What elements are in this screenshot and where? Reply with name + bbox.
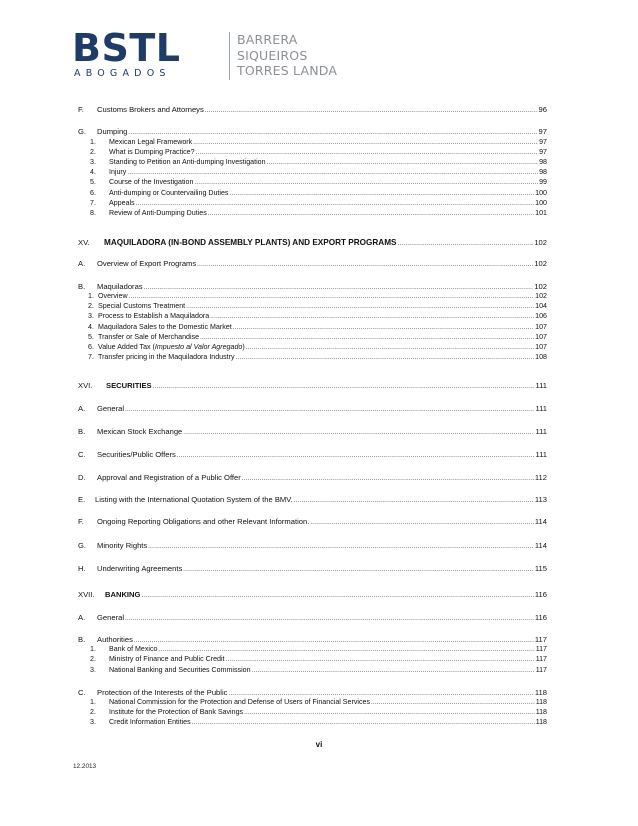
toc-entry-title-text: Mexican Legal Framework xyxy=(109,138,193,146)
toc-entry-number: D. xyxy=(78,473,86,482)
toc-entry-page: 98 xyxy=(539,168,547,176)
toc-entry-number: XV. xyxy=(78,238,90,247)
toc-entry-title-text: Standing to Petition an Anti-dumping Investigation xyxy=(109,158,266,166)
toc-entry-number: 3. xyxy=(90,158,96,166)
toc-entry-title xyxy=(97,449,176,460)
toc-entry-title xyxy=(98,311,209,322)
toc-entry-number: 6. xyxy=(88,343,94,351)
toc-entry-title-text: Ongoing Reporting Obligations and other Relevant Information. xyxy=(97,517,310,526)
toc-entry-title xyxy=(97,540,147,551)
toc-leader-dots xyxy=(177,451,535,462)
toc-entry-page: 102 xyxy=(534,282,547,291)
toc-entry-number: 8. xyxy=(90,209,96,217)
toc-entry-title-text: General xyxy=(97,613,125,622)
toc-entry-title-text: Listing with the International Quotation System of the BMV. xyxy=(95,495,293,504)
toc-entry-title-text: Injury xyxy=(109,168,127,176)
toc-entry-number: A. xyxy=(78,613,86,622)
toc-entry-title xyxy=(106,380,152,391)
toc-entry-number: B. xyxy=(78,635,86,644)
toc-entry-title-text: Credit Information Entities xyxy=(109,718,191,726)
toc-entry-number: 2. xyxy=(90,708,96,716)
toc-leader-dots xyxy=(183,428,534,439)
toc-entry-number: 1. xyxy=(90,698,96,706)
toc-leader-dots xyxy=(310,518,534,529)
toc-entry-title-text: Review of Anti-Dumping Duties xyxy=(109,209,207,217)
toc-entry-title-text: Protection of the Interests of the Public xyxy=(97,688,228,697)
toc-entry-title-text: General xyxy=(97,404,125,413)
toc-entry-number: XVI. xyxy=(78,381,93,390)
toc-entry[interactable] xyxy=(0,449,638,460)
toc-entry-number: 3. xyxy=(90,666,96,674)
logo-name: SIQUEIROS xyxy=(237,47,308,63)
toc-entry-title-text: Bank of Mexico xyxy=(109,645,158,653)
toc-entry-title-text: Approval and Registration of a Public Offer xyxy=(97,473,241,482)
toc-entry-number: C. xyxy=(78,450,86,459)
toc-leader-dots xyxy=(197,260,533,271)
toc-entry-number: A. xyxy=(78,259,86,268)
toc-entry-title xyxy=(97,426,182,437)
toc-entry[interactable] xyxy=(0,717,638,728)
toc-entry-number: G. xyxy=(78,541,87,550)
toc-entry-title-text: SECURITIES xyxy=(106,381,152,390)
toc-entry-title-text: Appeals xyxy=(109,199,135,207)
toc-entry-page: 116 xyxy=(534,590,547,599)
toc-entry[interactable] xyxy=(0,237,638,248)
toc-leader-dots xyxy=(148,542,534,553)
toc-entry[interactable] xyxy=(0,516,638,527)
toc-entry-page: 111 xyxy=(535,404,547,413)
toc-entry-page: 102 xyxy=(534,238,547,247)
toc-entry-number: XVII. xyxy=(78,590,95,599)
toc-leader-dots xyxy=(252,666,535,677)
toc-leader-dots xyxy=(208,209,534,220)
toc-entry-title-text: Institute for the Protection of Bank Savings xyxy=(109,708,244,716)
toc-entry-title-text: Anti-dumping or Countervailing Duties xyxy=(109,189,229,197)
toc-entry-page: 117 xyxy=(535,645,547,653)
toc-leader-dots xyxy=(294,496,534,507)
toc-entry[interactable] xyxy=(0,540,638,551)
toc-entry[interactable] xyxy=(0,654,638,665)
toc-entry-title xyxy=(97,472,241,483)
firm-logo xyxy=(72,26,338,82)
toc-entry-number: 4. xyxy=(88,323,94,331)
toc-entry-page: 102 xyxy=(534,259,547,268)
toc-entry-page: 118 xyxy=(535,698,547,706)
toc-entry[interactable] xyxy=(0,494,638,505)
toc-entry-title-text: National Commission for the Protection and Defense of Users of Financial Services xyxy=(109,698,371,706)
toc-entry-page: 97 xyxy=(539,138,547,146)
toc-entry-title xyxy=(109,717,191,728)
toc-entry-title-text: Securities/Public Offers xyxy=(97,450,176,459)
toc-leader-dots xyxy=(125,614,534,625)
toc-entry-title xyxy=(109,177,193,188)
toc-entry-number: F. xyxy=(78,105,84,114)
toc-leader-dots xyxy=(183,565,534,576)
logo-brand: BSTL xyxy=(72,26,181,70)
toc-entry-title xyxy=(97,126,127,137)
toc-entry[interactable] xyxy=(0,380,638,391)
toc-entry-number: 3. xyxy=(88,312,94,320)
toc-entry-number: 2. xyxy=(88,302,94,310)
toc-entry-page: 96 xyxy=(538,105,547,114)
toc-entry-number: 7. xyxy=(88,353,94,361)
toc-entry-title-text: Transfer or Sale of Merchandise xyxy=(98,333,200,341)
toc-entry[interactable] xyxy=(0,177,638,188)
toc-entry-page: 107 xyxy=(535,333,547,341)
toc-entry-number: F. xyxy=(78,517,84,526)
toc-entry-number: 2. xyxy=(90,655,96,663)
toc-entry-title xyxy=(97,104,204,115)
toc-entry-number: 5. xyxy=(90,178,96,186)
toc-leader-dots xyxy=(141,591,533,602)
toc-entry-page: 113 xyxy=(534,495,547,504)
toc-entry-number: 6. xyxy=(90,189,96,197)
toc-entry[interactable] xyxy=(0,311,638,322)
footer-date: 12.2013 xyxy=(73,763,97,770)
toc-entry[interactable] xyxy=(0,563,638,574)
toc-entry[interactable] xyxy=(0,208,638,219)
toc-entry-title xyxy=(98,352,235,363)
toc-entry-number: 5. xyxy=(88,333,94,341)
toc-entry-title-text: Value Added Tax ( xyxy=(98,343,155,351)
toc-entry-number: H. xyxy=(78,564,86,573)
toc-entry-title-text: Overview xyxy=(98,292,128,300)
toc-entry-title xyxy=(109,665,251,676)
toc-entry-title-text: Transfer pricing in the Maquiladora Industry xyxy=(98,353,235,361)
toc-entry-title-text: Customs Brokers and Attorneys xyxy=(97,105,204,114)
page-number: vi xyxy=(315,740,323,749)
toc-entry-page: 115 xyxy=(534,564,547,573)
toc-entry-page: 97 xyxy=(538,127,547,136)
toc-entry-page: 117 xyxy=(535,666,547,674)
toc-entry-title xyxy=(95,494,293,505)
toc-entry[interactable] xyxy=(0,472,638,483)
toc-entry-page: 100 xyxy=(535,199,547,207)
toc-entry-page: 118 xyxy=(535,718,547,726)
toc-entry-page: 114 xyxy=(534,541,547,550)
toc-entry-number: 3. xyxy=(90,718,96,726)
toc-entry-title-text: Ministry of Finance and Public Credit xyxy=(109,655,225,663)
toc-leader-dots xyxy=(153,382,535,393)
toc-entry-page: 98 xyxy=(539,158,547,166)
toc-entry-page: 111 xyxy=(535,450,547,459)
toc-entry[interactable] xyxy=(0,665,638,676)
toc-entry-number: C. xyxy=(78,688,86,697)
toc-entry-title-end: ) xyxy=(242,343,245,351)
toc-entry-title xyxy=(97,258,196,269)
toc-entry-page: 118 xyxy=(535,708,547,716)
toc-entry-title xyxy=(109,208,207,219)
toc-entry-title-text: Dumping xyxy=(97,127,128,136)
toc-entry-page: 117 xyxy=(535,655,547,663)
toc-entry-title-text: Course of the Investigation xyxy=(109,178,194,186)
toc-entry-title-italic: Impuesto al Valor Agregado xyxy=(154,343,243,351)
logo-name: BARRERA xyxy=(237,32,298,47)
toc-entry-page: 111 xyxy=(535,427,547,436)
toc-entry-title-text: Underwriting Agreements xyxy=(97,564,183,573)
toc-entry-page: 107 xyxy=(535,343,547,351)
toc-entry-page: 106 xyxy=(535,312,547,320)
toc-entry-title-text: Maquiladora Sales to the Domestic Market xyxy=(98,323,232,331)
toc-leader-dots xyxy=(205,106,538,117)
toc-entry-page: 107 xyxy=(535,323,547,331)
toc-leader-dots xyxy=(236,353,535,364)
toc-entry-title xyxy=(97,612,124,623)
toc-entry-page: 100 xyxy=(535,189,547,197)
toc-entry[interactable] xyxy=(0,258,638,269)
toc-entry-title xyxy=(97,516,309,527)
logo-divider xyxy=(229,32,230,80)
toc-entry-number: E. xyxy=(78,495,86,504)
toc-leader-dots xyxy=(242,474,534,485)
toc-entry-page: 117 xyxy=(534,635,547,644)
toc-entry-title-text: Special Customs Treatment xyxy=(98,302,186,310)
logo-name: TORRES LANDA xyxy=(237,63,338,78)
toc-entry-title xyxy=(109,654,225,665)
toc-entry-number: 2. xyxy=(90,148,96,156)
toc-entry-number: 1. xyxy=(90,138,96,146)
toc-entry-page: 112 xyxy=(534,473,547,482)
toc-entry-page: 108 xyxy=(535,353,547,361)
toc-entry-page: 102 xyxy=(535,292,547,300)
toc-entry-title-text: Authorities xyxy=(97,635,133,644)
toc-entry-title xyxy=(97,563,182,574)
toc-entry-page: 104 xyxy=(535,302,547,310)
toc-entry[interactable] xyxy=(0,612,638,623)
toc-entry-page: 101 xyxy=(535,209,547,217)
logo-subtitle: ABOGADOS xyxy=(74,68,171,79)
toc-entry-page: 99 xyxy=(539,178,547,186)
toc-entry[interactable] xyxy=(0,589,638,600)
toc-entry-title xyxy=(105,589,140,600)
toc-entry-number: G. xyxy=(78,127,87,136)
toc-entry-title-text: Overview of Export Programs xyxy=(97,259,197,268)
toc-entry[interactable] xyxy=(0,126,638,137)
toc-leader-dots xyxy=(397,239,533,250)
toc-entry-number: 7. xyxy=(90,199,96,207)
toc-entry-page: 97 xyxy=(539,148,547,156)
toc-entry[interactable] xyxy=(0,352,638,363)
toc-entry-number: 1. xyxy=(88,292,94,300)
toc-entry-title-text: Process to Establish a Maquiladora xyxy=(98,312,210,320)
toc-entry-number: B. xyxy=(78,282,86,291)
toc-entry-title-text: Mexican Stock Exchange xyxy=(97,427,183,436)
toc-entry-title-text: BANKING xyxy=(105,590,141,599)
toc-leader-dots xyxy=(192,718,535,729)
toc-entry-page: 116 xyxy=(534,613,547,622)
toc-entry-number: 1. xyxy=(90,645,96,653)
toc-entry-title-text: Maquiladoras xyxy=(97,282,143,291)
toc-entry-title-text: MAQUILADORA (IN-BOND ASSEMBLY PLANTS) AND EXPORT PROGRAMS xyxy=(104,238,397,247)
toc-entry-title-text: National Banking and Securities Commission xyxy=(109,666,251,674)
toc-entry-title-text: Minority Rights xyxy=(97,541,148,550)
toc-entry[interactable] xyxy=(0,403,638,414)
toc-entry-title xyxy=(104,237,396,248)
toc-entry-title-text: What is Dumping Practice? xyxy=(109,148,195,156)
toc-entry-number: B. xyxy=(78,427,86,436)
toc-entry-page: 114 xyxy=(534,517,547,526)
toc-leader-dots xyxy=(125,405,534,416)
logo-partner-names xyxy=(237,32,337,79)
toc-entry[interactable] xyxy=(0,104,638,115)
toc-entry-page: 118 xyxy=(534,688,547,697)
toc-entry-page: 111 xyxy=(535,381,547,390)
toc-entry[interactable] xyxy=(0,426,638,437)
toc-entry-number: A. xyxy=(78,404,86,413)
toc-entry-title xyxy=(97,403,124,414)
toc-entry-number: 4. xyxy=(90,168,96,176)
